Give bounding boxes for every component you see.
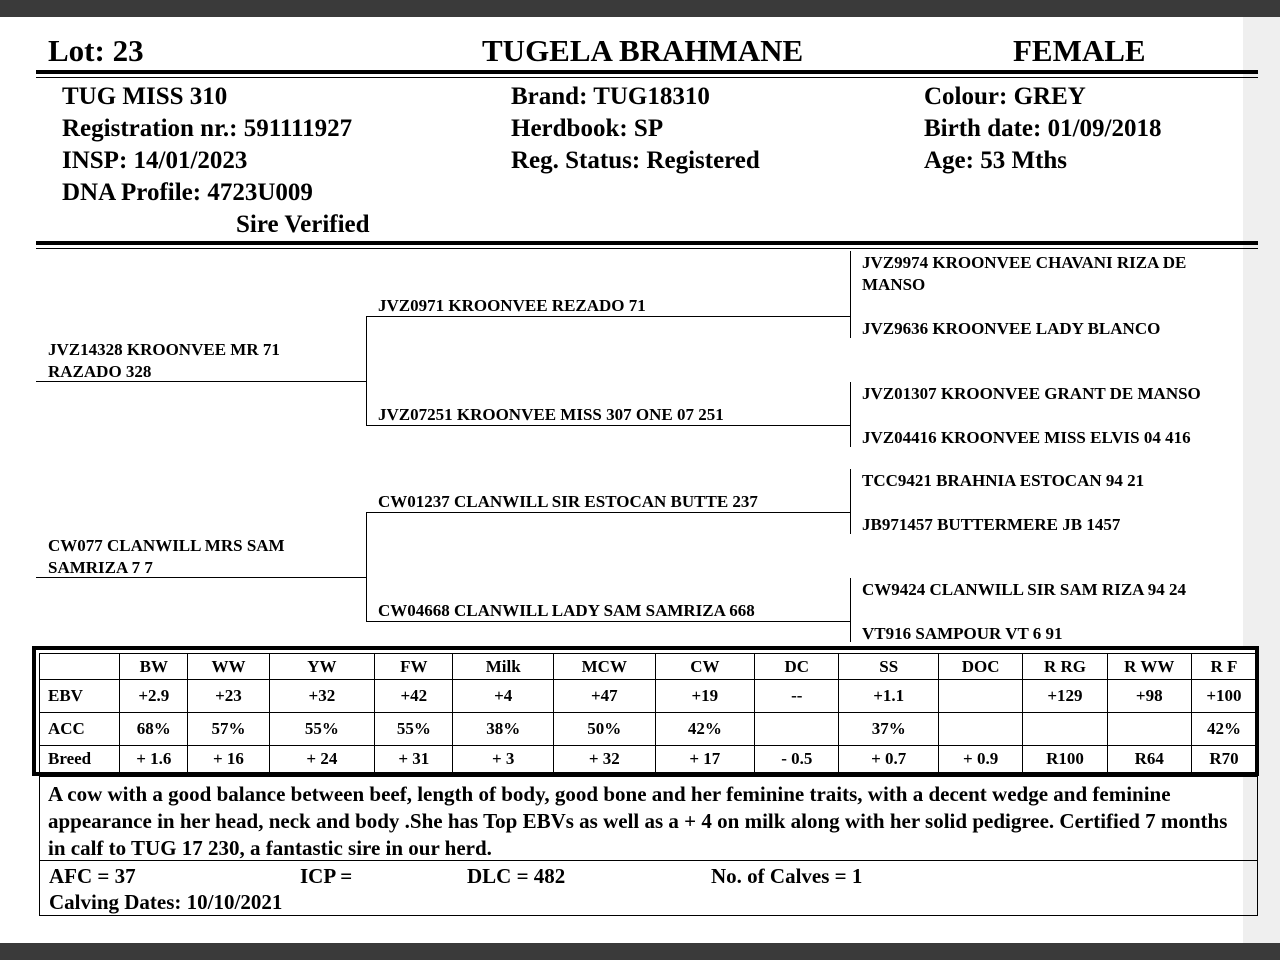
afc-stat: AFC = 37 [49,864,136,888]
table-cell: 42% [655,713,755,746]
table-header: SS [839,654,939,680]
row-label: EBV [40,680,120,713]
pedigree-dds: CW9424 CLANWILL SIR SAM RIZA 94 24 [862,580,1186,599]
table-header: YW [269,654,375,680]
pedigree-dsd: JB971457 BUTTERMERE JB 1457 [862,515,1121,534]
table-cell: 42% [1191,713,1256,746]
table-cell: + 17 [655,746,755,773]
ebv-header-row [40,654,1257,680]
pedigree-dam: CW077 CLANWILL MRS SAM SAMRIZA 7 7 [48,536,285,577]
table-cell: 55% [375,713,453,746]
table-header: Milk [453,654,554,680]
table-row [40,680,1257,713]
table-header: DOC [938,654,1022,680]
table-header: MCW [554,654,656,680]
brand: Brand: TUG18310 [511,83,710,110]
calving-dates: Calving Dates: 10/10/2021 [49,890,283,914]
table-cell [1107,713,1191,746]
table-cell: + 3 [453,746,554,773]
pedigree-dam-sire: CW01237 CLANWILL SIR ESTOCAN BUTTE 237 [378,492,758,511]
table-cell: + 16 [188,746,269,773]
colour: Colour: GREY [924,83,1086,110]
table-header: DC [755,654,839,680]
breeder-title: TUGELA BRAHMANE [482,33,804,68]
table-cell: R64 [1107,746,1191,773]
animal-name: TUG MISS 310 [62,83,228,110]
table-cell: R70 [1191,746,1256,773]
calves-stat: No. of Calves = 1 [711,864,863,888]
table-cell: 55% [269,713,375,746]
registration-status: Reg. Status: Registered [511,147,760,174]
table-cell: +4 [453,680,554,713]
table-cell: R100 [1023,746,1107,773]
ebv-table [39,653,1257,773]
pedigree-ssd: JVZ9636 KROONVEE LADY BLANCO [862,319,1161,338]
table-cell [1023,713,1107,746]
table-cell: +19 [655,680,755,713]
info-rule [36,241,1258,245]
pedigree-sire: JVZ14328 KROONVEE MR 71 RAZADO 328 [48,340,280,381]
icp-stat: ICP = [300,864,353,888]
table-cell: + 1.6 [120,746,188,773]
table-header: BW [120,654,188,680]
table-row [40,713,1257,746]
table-header: FW [375,654,453,680]
table-cell: 57% [188,713,269,746]
table-cell: + 32 [554,746,656,773]
table-cell: 37% [839,713,939,746]
table-cell: - 0.5 [755,746,839,773]
catalogue-page [0,17,1280,943]
dlc-stat: DLC = 482 [467,864,566,888]
table-header: R RG [1023,654,1107,680]
lot-number: Lot: 23 [48,33,144,68]
table-cell [938,680,1022,713]
table-header: R WW [1107,654,1191,680]
table-cell: +42 [375,680,453,713]
table-cell: + 0.7 [839,746,939,773]
header-rule-thin [36,77,1258,78]
table-cell: +1.1 [839,680,939,713]
animal-comment: A cow with a good balance between beef, length of body, good bone and her feminine traits, with a decent wedge and feminine appearance in her head, neck and body .She has Top EBVs as well as a + 4 on milk along with her solid pedigree. Certified 7 months in calf to TUG 17 230, a fantastic sire in our herd. [48,782,1228,860]
table-cell: -- [755,680,839,713]
table-cell: + 0.9 [938,746,1022,773]
sex-label: FEMALE [1013,33,1146,68]
table-header: R F [1191,654,1256,680]
table-cell: +47 [554,680,656,713]
pedigree-sire-sire: JVZ0971 KROONVEE REZADO 71 [378,296,646,315]
table-cell: +98 [1107,680,1191,713]
pedigree-sds: JVZ01307 KROONVEE GRANT DE MANSO [862,384,1201,403]
table-cell: 68% [120,713,188,746]
pedigree-dss: TCC9421 BRAHNIA ESTOCAN 94 21 [862,471,1145,490]
pedigree-ddd: VT916 SAMPOUR VT 6 91 [862,624,1063,643]
table-cell [938,713,1022,746]
sire-verified: Sire Verified [236,211,370,238]
table-header: CW [655,654,755,680]
table-cell: +32 [269,680,375,713]
table-cell: 50% [554,713,656,746]
birth-date: Birth date: 01/09/2018 [924,115,1162,142]
dna-profile: DNA Profile: 4723U009 [62,179,313,206]
herdbook: Herdbook: SP [511,115,664,142]
pedigree-sire-dam: JVZ07251 KROONVEE MISS 307 ONE 07 251 [378,405,724,424]
row-label: ACC [40,713,120,746]
comment-separator [39,860,1258,861]
table-cell: + 31 [375,746,453,773]
table-cell [755,713,839,746]
table-cell: +100 [1191,680,1256,713]
age: Age: 53 Mths [924,147,1068,174]
table-cell: + 24 [269,746,375,773]
table-cell: +129 [1023,680,1107,713]
registration-number: Registration nr.: 591111927 [62,115,353,142]
header-rule [36,70,1258,74]
row-label: Breed [40,746,120,773]
pedigree-dam-dam: CW04668 CLANWILL LADY SAM SAMRIZA 668 [378,601,755,620]
table-header [40,654,120,680]
info-rule-thin [36,248,1258,249]
table-cell: +23 [188,680,269,713]
table-cell: 38% [453,713,554,746]
pedigree-sss: JVZ9974 KROONVEE CHAVANI RIZA DE MANSO [862,253,1187,294]
pedigree-sdd: JVZ04416 KROONVEE MISS ELVIS 04 416 [862,428,1191,447]
table-cell: +2.9 [120,680,188,713]
table-header: WW [188,654,269,680]
inspection-date: INSP: 14/01/2023 [62,147,248,174]
table-row [40,746,1257,773]
